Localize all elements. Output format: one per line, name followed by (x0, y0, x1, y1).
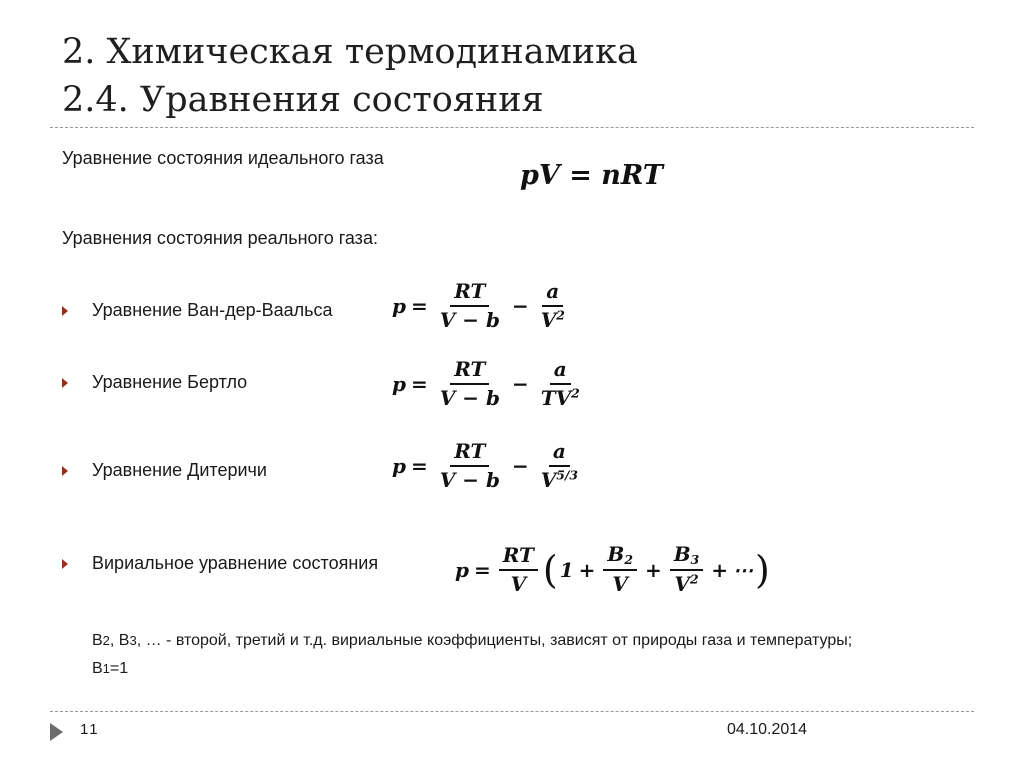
dieterici-formula: p = $\frac{RT}{V - b}$ − $\frac{a}{V^{5/3}}$ (392, 439, 579, 492)
bullet-icon (62, 559, 68, 569)
bullet-icon (62, 378, 68, 388)
title-line-2: 2.4. Уравнения состояния (62, 80, 544, 120)
berthelot-label: Уравнение Бертло (92, 372, 248, 392)
footer-divider (50, 711, 974, 712)
bullet-icon (62, 306, 68, 316)
bullet-icon (62, 466, 68, 476)
slide-title (62, 28, 638, 124)
slide-date: 04.10.2014 (727, 721, 808, 738)
real-gas-heading: Уравнения состояния реального газа: (62, 228, 378, 248)
van-der-waals-formula: p = $\frac{RT}{V - b}$ − $\frac{a}{V^2}$ (392, 279, 565, 332)
triangle-icon (50, 723, 63, 741)
virial-label: Вириальное уравнение состояния (92, 553, 379, 573)
title-line-1: 2. Химическая термодинамика (62, 32, 638, 72)
title-divider (50, 127, 974, 128)
berthelot-formula: p = $\frac{RT}{V - b}$ − $\frac{a}{TV^2}$ (392, 357, 580, 410)
page-number: 11 (80, 721, 100, 738)
dieterici-label: Уравнение Дитеричи (92, 460, 267, 480)
van-der-waals-label: Уравнение Ван-дер-Ваальса (92, 300, 333, 320)
ideal-gas-label: Уравнение состояния идеального газа (62, 148, 384, 168)
virial-coefficients-note: B2, B3, … - второй, третий и т.д. вириальные коэффициенты, зависят от природы газа и температуры; (92, 632, 853, 649)
ideal-gas-formula: pV = nRT (520, 160, 663, 191)
virial-formula: p = $\frac{RT}{V}$ ( 1 + $\frac{B_2}{V}$ + $\frac{B_3}{V^2}$ + ⋯ ) (455, 542, 770, 597)
b1-note: B1=1 (92, 660, 129, 677)
